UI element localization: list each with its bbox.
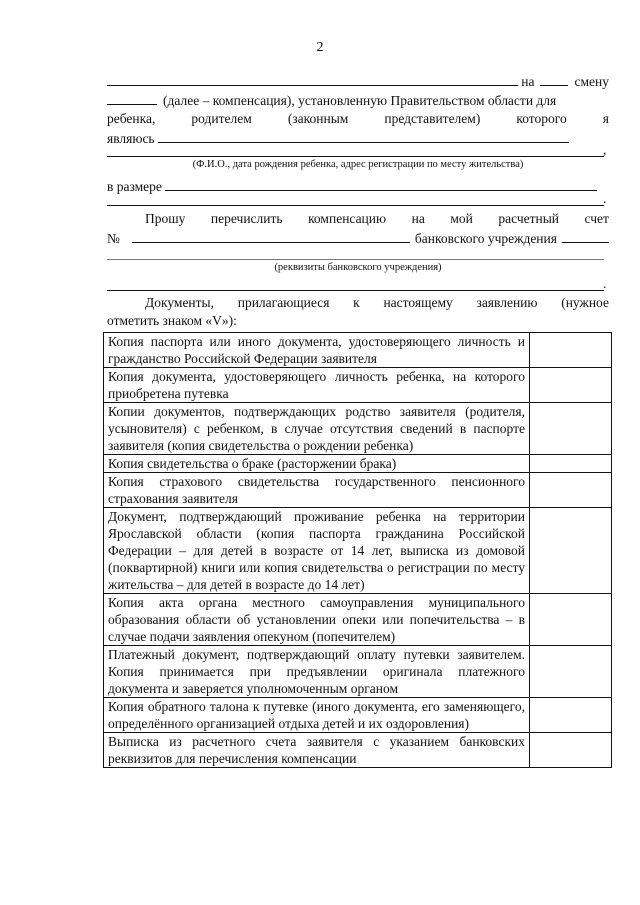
child-info-comma: , [603, 142, 607, 157]
trip-line [107, 72, 609, 91]
amount-words-blank[interactable] [107, 205, 604, 206]
document-name: Копия паспорта или иного документа, удостоверяющего личность и гражданство Российской Федерации заявителя [104, 333, 530, 368]
request-word: на [411, 211, 425, 226]
docs-intro-word: Документы, [145, 295, 215, 310]
table-row [104, 594, 612, 646]
parent-word: (законным [287, 111, 349, 126]
table-row [104, 646, 612, 698]
page-number: 2 [316, 40, 324, 55]
document-checkbox-cell[interactable] [530, 333, 612, 368]
trip-blank[interactable] [107, 72, 518, 86]
number-sign: № [107, 231, 120, 246]
docs-intro-word: прилагающиеся [237, 295, 330, 310]
table-row [104, 333, 612, 368]
trip-na-text: на [521, 74, 535, 89]
request-word: перечислить [210, 211, 283, 226]
table-row [104, 368, 612, 403]
request-word: мой [450, 211, 473, 226]
parent-word: представителем) [384, 111, 481, 126]
document-checkbox-cell[interactable] [530, 698, 612, 733]
document-checkbox-cell[interactable] [530, 508, 612, 594]
account-number-blank[interactable] [132, 229, 410, 243]
bank-details-blank[interactable] [107, 259, 604, 260]
documents-table [103, 332, 612, 768]
request-word: Прошу [145, 211, 186, 226]
docs-intro-line [145, 294, 609, 312]
document-name: Копии документов, подтверждающих родство заявителя (родителя, усыновителя) с ребенком, в случае отсутствия сведений в паспорте заявителя (копия свидетельства о рождении ребенка) [104, 403, 530, 455]
document-checkbox-cell[interactable] [530, 403, 612, 455]
parent-word: ребенка, [107, 111, 156, 126]
document-name: Копия свидетельства о браке (расторжении брака) [104, 455, 530, 473]
compensation-blank[interactable] [107, 91, 157, 105]
parent-line [107, 110, 609, 128]
bank-text: банковского учреждения [414, 231, 557, 246]
relation-line [107, 129, 609, 148]
docs-intro-word: заявлению [476, 295, 538, 310]
document-name: Копия обратного талона к путевке (иного документа, его заменяющего, определённого организацией отдыха детей и их оздоровления) [104, 698, 530, 733]
table-row [104, 403, 612, 455]
compensation-line [107, 91, 609, 110]
docs-intro-word: настоящему [383, 295, 453, 310]
document-name: Копия акта органа местного самоуправления муниципального образования области об установлении опеки или попечительства – в случае подачи заявления опекуном (попечителем) [104, 594, 530, 646]
docs-intro-word: (нужное [561, 295, 609, 310]
table-row [104, 455, 612, 473]
amount-period: . [603, 191, 607, 206]
document-checkbox-cell[interactable] [530, 646, 612, 698]
bank-details-caption: (реквизиты банковского учреждения) [274, 262, 442, 273]
table-row [104, 508, 612, 594]
table-row [104, 698, 612, 733]
relation-blank[interactable] [158, 129, 569, 143]
document-checkbox-cell[interactable] [530, 733, 612, 768]
shift-blank[interactable] [540, 72, 568, 86]
document-checkbox-cell[interactable] [530, 368, 612, 403]
bank-details-blank-2[interactable] [107, 290, 604, 291]
amount-line [107, 177, 609, 196]
account-line [107, 229, 609, 248]
document-name: Документ, подтверждающий проживание ребенка на территории Ярославской области (копия паспорта гражданина Российской Федерации – для детей в возрасте от 14 лет, выписка из домовой (поквартирной) книги или копия свидетельства о регистрации по месту жительства – для детей в возрасте до 14 лет) [104, 508, 530, 594]
document-name: Копия документа, удостоверяющего личность ребенка, на которого приобретена путевка [104, 368, 530, 403]
amount-blank[interactable] [165, 177, 597, 191]
parent-word: я [602, 111, 609, 126]
docs-intro-word: к [353, 295, 360, 310]
document-checkbox-cell[interactable] [530, 594, 612, 646]
compensation-text: (далее – компенсация), установленную Правительством области для [163, 93, 557, 108]
parent-word: которого [516, 111, 567, 126]
parent-word: родителем [191, 111, 252, 126]
trip-shift-text: смену [574, 74, 609, 89]
docs-intro-line-2: отметить знаком «V»): [107, 313, 237, 328]
document-checkbox-cell[interactable] [530, 455, 612, 473]
request-word: счет [584, 211, 609, 226]
document-name: Выписка из расчетного счета заявителя с указанием банковских реквизитов для перечисления компенсации [104, 733, 530, 768]
document-checkbox-cell[interactable] [530, 473, 612, 508]
amount-label: в размере [107, 179, 162, 194]
document-name: Платежный документ, подтверждающий оплату путевки заявителем. Копия принимается при предъявлении оригинала платежного документа и заверяется уполномоченным органом [104, 646, 530, 698]
child-info-caption: (Ф.И.О., дата рождения ребенка, адрес регистрации по месту жительства) [192, 159, 524, 170]
bank-period: . [603, 276, 607, 291]
request-word: компенсацию [308, 211, 387, 226]
request-word: расчетный [498, 211, 560, 226]
request-line [145, 210, 609, 228]
child-info-blank[interactable] [107, 156, 604, 157]
bank-blank[interactable] [562, 229, 609, 243]
table-row [104, 733, 612, 768]
relation-label: являюсь [107, 131, 155, 146]
document-name: Копия страхового свидетельства государственного пенсионного страхования заявителя [104, 473, 530, 508]
table-row [104, 473, 612, 508]
